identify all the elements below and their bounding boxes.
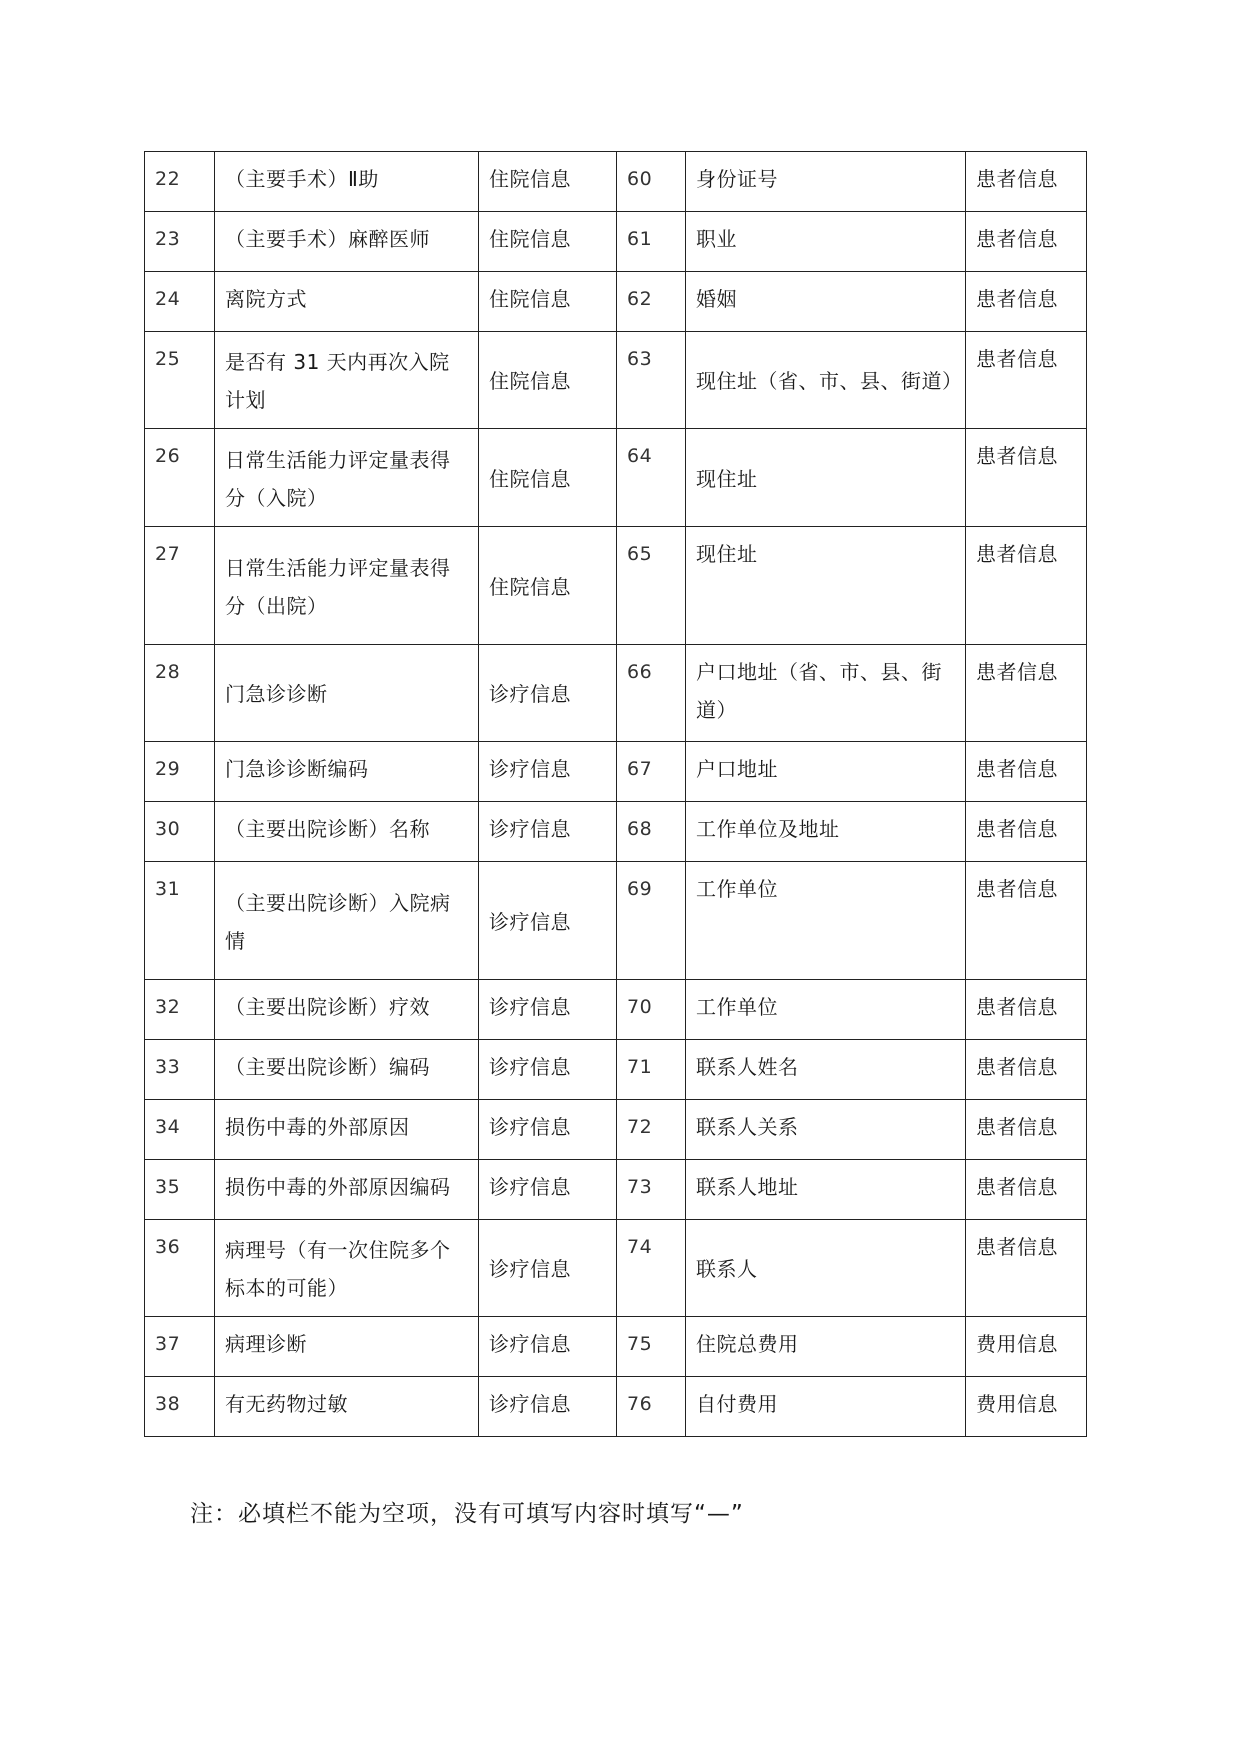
right-field-name-cell: 联系人地址 [686,1160,966,1220]
table-row [145,1317,1087,1377]
right-category-cell: 患者信息 [966,272,1087,332]
right-field-name-cell: 联系人姓名 [686,1040,966,1100]
left-category-cell: 诊疗信息 [479,1317,617,1377]
right-category-cell: 患者信息 [966,980,1087,1040]
table-row [145,1100,1087,1160]
table-row [145,802,1087,862]
table-row [145,1040,1087,1100]
left-field-name-cell: 日常生活能力评定量表得分（入院） [215,429,479,527]
left-field-name-cell: 病理号（有一次住院多个标本的可能） [215,1220,479,1317]
table-row [145,272,1087,332]
right-number-cell: 71 [617,1040,686,1100]
left-field-name-cell: 门急诊诊断 [215,645,479,742]
right-number-cell: 63 [617,332,686,429]
right-number-cell: 61 [617,212,686,272]
left-number-cell: 38 [145,1377,215,1437]
right-number-cell: 60 [617,152,686,212]
left-number-cell: 37 [145,1317,215,1377]
left-number-cell: 33 [145,1040,215,1100]
right-number-cell: 65 [617,527,686,645]
left-category-cell: 诊疗信息 [479,742,617,802]
right-category-cell: 患者信息 [966,1100,1087,1160]
right-field-name-cell: 住院总费用 [686,1317,966,1377]
left-number-cell: 32 [145,980,215,1040]
right-number-cell: 69 [617,862,686,980]
right-category-cell: 患者信息 [966,152,1087,212]
table-row [145,645,1087,742]
right-number-cell: 72 [617,1100,686,1160]
right-category-cell: 患者信息 [966,212,1087,272]
right-number-cell: 73 [617,1160,686,1220]
right-field-name-cell: 自付费用 [686,1377,966,1437]
right-number-cell: 74 [617,1220,686,1317]
right-number-cell: 64 [617,429,686,527]
left-number-cell: 27 [145,527,215,645]
left-field-name-cell: 损伤中毒的外部原因 [215,1100,479,1160]
right-category-cell: 患者信息 [966,802,1087,862]
left-category-cell: 住院信息 [479,212,617,272]
left-field-name-cell: （主要出院诊断）编码 [215,1040,479,1100]
left-category-cell: 住院信息 [479,272,617,332]
left-number-cell: 35 [145,1160,215,1220]
left-number-cell: 34 [145,1100,215,1160]
left-category-cell: 住院信息 [479,527,617,645]
right-field-name-cell: 户口地址 [686,742,966,802]
right-number-cell: 66 [617,645,686,742]
left-field-name-cell: （主要出院诊断）入院病情 [215,862,479,980]
right-category-cell: 患者信息 [966,1160,1087,1220]
left-number-cell: 28 [145,645,215,742]
left-category-cell: 诊疗信息 [479,862,617,980]
right-category-cell: 患者信息 [966,742,1087,802]
right-field-name-cell: 联系人 [686,1220,966,1317]
left-field-name-cell: （主要手术）Ⅱ助 [215,152,479,212]
table-row [145,212,1087,272]
left-category-cell: 住院信息 [479,332,617,429]
left-number-cell: 25 [145,332,215,429]
left-number-cell: 29 [145,742,215,802]
table-row [145,980,1087,1040]
right-field-name-cell: 户口地址（省、市、县、街道） [686,645,966,742]
right-field-name-cell: 联系人关系 [686,1100,966,1160]
table-row [145,862,1087,980]
left-field-name-cell: （主要手术）麻醉医师 [215,212,479,272]
right-field-name-cell: 婚姻 [686,272,966,332]
right-category-cell: 患者信息 [966,527,1087,645]
field-table-body [145,152,1087,1437]
left-number-cell: 36 [145,1220,215,1317]
left-category-cell: 诊疗信息 [479,1100,617,1160]
right-field-name-cell: 工作单位 [686,862,966,980]
left-field-name-cell: 日常生活能力评定量表得分（出院） [215,527,479,645]
table-row [145,152,1087,212]
left-field-name-cell: 损伤中毒的外部原因编码 [215,1160,479,1220]
right-category-cell: 患者信息 [966,1040,1087,1100]
left-category-cell: 诊疗信息 [479,802,617,862]
field-table [144,151,1087,1437]
right-number-cell: 75 [617,1317,686,1377]
left-category-cell: 住院信息 [479,152,617,212]
right-category-cell: 患者信息 [966,645,1087,742]
right-category-cell: 费用信息 [966,1317,1087,1377]
left-number-cell: 30 [145,802,215,862]
right-category-cell: 费用信息 [966,1377,1087,1437]
right-category-cell: 患者信息 [966,429,1087,527]
left-number-cell: 31 [145,862,215,980]
left-category-cell: 住院信息 [479,429,617,527]
right-category-cell: 患者信息 [966,1220,1087,1317]
table-row [145,527,1087,645]
right-category-cell: 患者信息 [966,862,1087,980]
table-row [145,429,1087,527]
right-field-name-cell: 身份证号 [686,152,966,212]
left-field-name-cell: 病理诊断 [215,1317,479,1377]
left-number-cell: 24 [145,272,215,332]
right-field-name-cell: 职业 [686,212,966,272]
table-row [145,1160,1087,1220]
left-category-cell: 诊疗信息 [479,1160,617,1220]
right-number-cell: 68 [617,802,686,862]
right-field-name-cell: 工作单位 [686,980,966,1040]
right-number-cell: 62 [617,272,686,332]
left-category-cell: 诊疗信息 [479,1040,617,1100]
left-category-cell: 诊疗信息 [479,645,617,742]
right-number-cell: 76 [617,1377,686,1437]
left-number-cell: 23 [145,212,215,272]
left-field-name-cell: 有无药物过敏 [215,1377,479,1437]
right-category-cell: 患者信息 [966,332,1087,429]
table-row [145,1377,1087,1437]
left-number-cell: 22 [145,152,215,212]
right-number-cell: 70 [617,980,686,1040]
left-category-cell: 诊疗信息 [479,980,617,1040]
left-field-name-cell: （主要出院诊断）疗效 [215,980,479,1040]
left-category-cell: 诊疗信息 [479,1377,617,1437]
right-number-cell: 67 [617,742,686,802]
table-row [145,1220,1087,1317]
left-field-name-cell: 门急诊诊断编码 [215,742,479,802]
table-row [145,332,1087,429]
left-field-name-cell: （主要出院诊断）名称 [215,802,479,862]
table-row [145,742,1087,802]
right-field-name-cell: 工作单位及地址 [686,802,966,862]
right-field-name-cell: 现住址 [686,429,966,527]
right-field-name-cell: 现住址 [686,527,966,645]
left-field-name-cell: 是否有 31 天内再次入院计划 [215,332,479,429]
left-category-cell: 诊疗信息 [479,1220,617,1317]
right-field-name-cell: 现住址（省、市、县、街道） [686,332,966,429]
left-field-name-cell: 离院方式 [215,272,479,332]
left-number-cell: 26 [145,429,215,527]
footnote: 注：必填栏不能为空项，没有可填写内容时填写“—” [190,1501,744,1527]
